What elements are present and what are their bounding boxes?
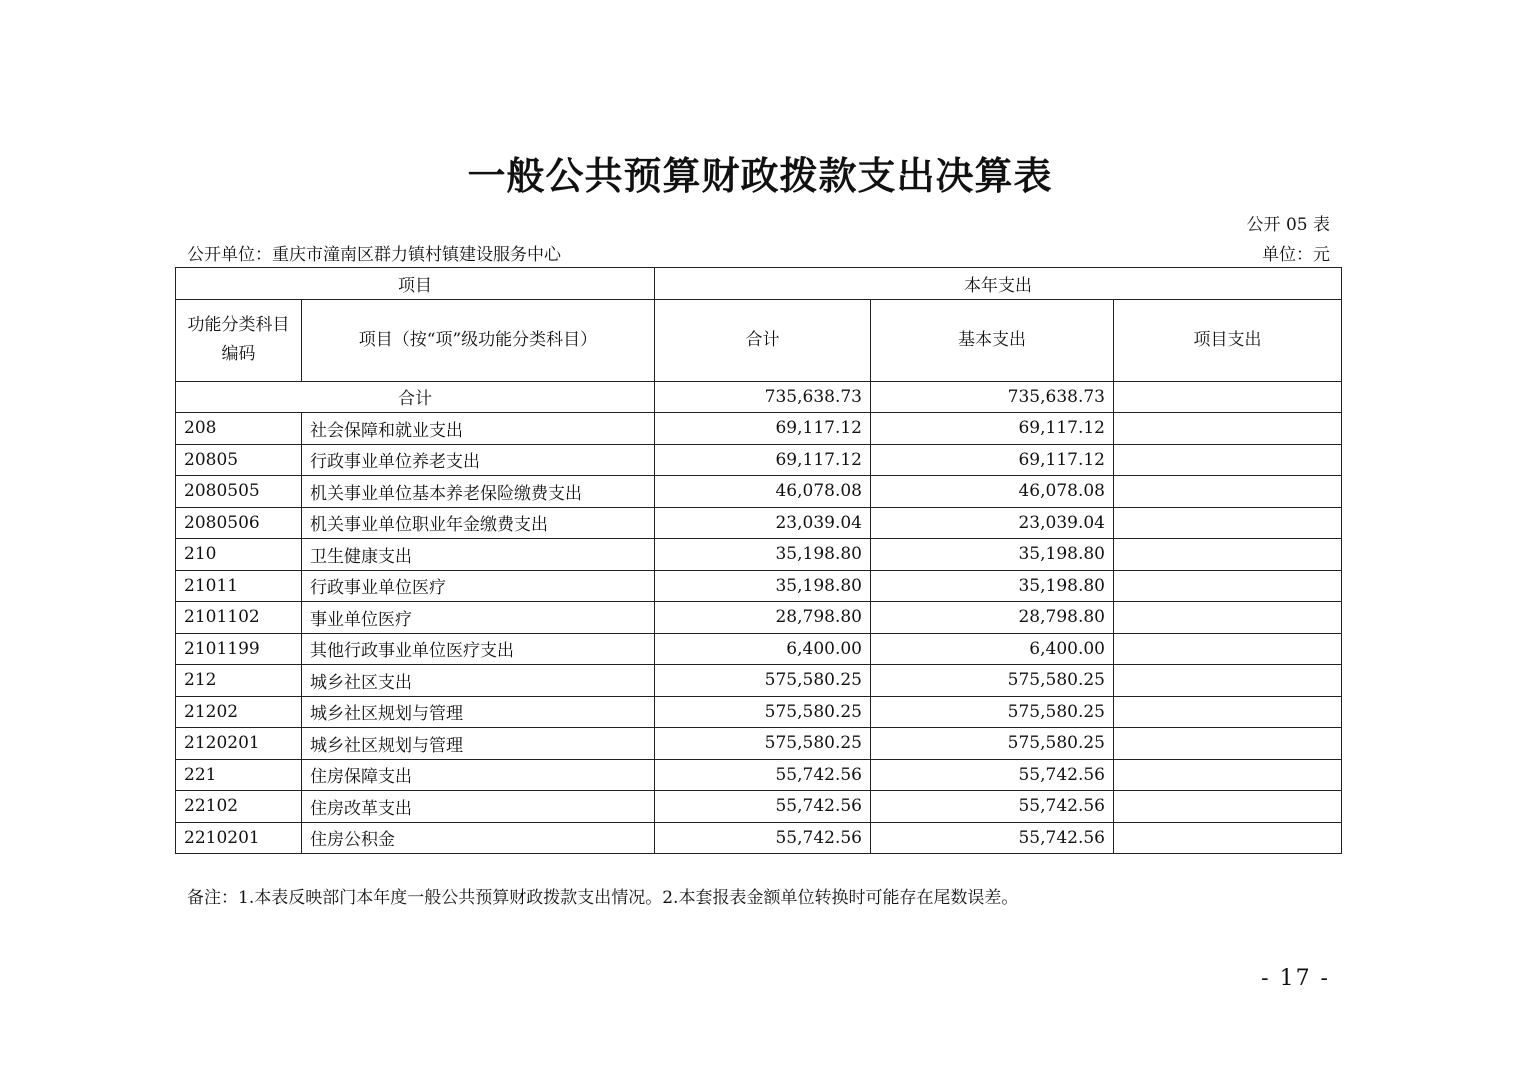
col-code-header: 功能分类科目编码	[176, 299, 302, 381]
row-name: 社会保障和就业支出	[302, 413, 655, 445]
row-project	[1114, 507, 1342, 539]
page-number: - 17 -	[1261, 966, 1330, 991]
row-code: 2210201	[176, 822, 302, 854]
table-row	[176, 539, 1342, 571]
form-code: 公开 05 表	[1246, 215, 1330, 235]
col-project-header: 项目支出	[1114, 299, 1342, 381]
table-row	[176, 413, 1342, 445]
row-basic: 23,039.04	[871, 507, 1114, 539]
row-total: 28,798.80	[655, 602, 871, 634]
row-total: 575,580.25	[655, 665, 871, 697]
row-total: 69,117.12	[655, 444, 871, 476]
table-row	[176, 665, 1342, 697]
row-code: 22102	[176, 791, 302, 823]
row-name: 行政事业单位医疗	[302, 570, 655, 602]
row-basic: 46,078.08	[871, 476, 1114, 508]
table-row	[176, 759, 1342, 791]
total-label: 合计	[176, 381, 655, 413]
row-total: 55,742.56	[655, 822, 871, 854]
row-code: 20805	[176, 444, 302, 476]
row-project	[1114, 570, 1342, 602]
row-total: 46,078.08	[655, 476, 871, 508]
row-code: 212	[176, 665, 302, 697]
row-total: 35,198.80	[655, 539, 871, 571]
row-code: 2101199	[176, 633, 302, 665]
row-name: 城乡社区支出	[302, 665, 655, 697]
row-code: 221	[176, 759, 302, 791]
table-row	[176, 476, 1342, 508]
row-name: 行政事业单位养老支出	[302, 444, 655, 476]
table-row	[176, 822, 1342, 854]
row-code: 21202	[176, 696, 302, 728]
unit-currency: 单位：元	[1262, 245, 1330, 265]
page-title: 一般公共预算财政拨款支出决算表	[467, 153, 1053, 198]
row-basic: 35,198.80	[871, 539, 1114, 571]
row-project	[1114, 665, 1342, 697]
row-total: 23,039.04	[655, 507, 871, 539]
row-basic: 575,580.25	[871, 728, 1114, 760]
unit-name: 公开单位：重庆市潼南区群力镇村镇建设服务中心	[187, 245, 561, 265]
col-name-header: 项目（按“项”级功能分类科目）	[302, 299, 655, 381]
row-code: 2080506	[176, 507, 302, 539]
row-basic: 69,117.12	[871, 444, 1114, 476]
row-total: 6,400.00	[655, 633, 871, 665]
header-project: 项目	[176, 268, 655, 300]
table-row	[176, 602, 1342, 634]
total-basic: 735,638.73	[871, 381, 1114, 413]
col-basic-header: 基本支出	[871, 299, 1114, 381]
table-row	[176, 633, 1342, 665]
row-project	[1114, 696, 1342, 728]
row-code: 2080505	[176, 476, 302, 508]
row-project	[1114, 822, 1342, 854]
row-name: 卫生健康支出	[302, 539, 655, 571]
row-project	[1114, 602, 1342, 634]
row-code: 210	[176, 539, 302, 571]
header-current-year: 本年支出	[655, 268, 1342, 300]
table-row	[176, 507, 1342, 539]
row-basic: 55,742.56	[871, 822, 1114, 854]
row-name: 机关事业单位职业年金缴费支出	[302, 507, 655, 539]
total-row	[176, 381, 1342, 413]
row-basic: 55,742.56	[871, 791, 1114, 823]
row-basic: 575,580.25	[871, 696, 1114, 728]
row-project	[1114, 633, 1342, 665]
footnote: 备注：1.本表反映部门本年度一般公共预算财政拨款支出情况。2.本套报表金额单位转换时可能存在尾数误差。	[187, 888, 1019, 908]
row-basic: 69,117.12	[871, 413, 1114, 445]
row-total: 575,580.25	[655, 728, 871, 760]
row-name: 住房改革支出	[302, 791, 655, 823]
row-name: 机关事业单位基本养老保险缴费支出	[302, 476, 655, 508]
header-row-1	[176, 268, 1342, 300]
row-total: 35,198.80	[655, 570, 871, 602]
row-code: 2101102	[176, 602, 302, 634]
row-project	[1114, 476, 1342, 508]
col-total-header: 合计	[655, 299, 871, 381]
row-name: 住房公积金	[302, 822, 655, 854]
table-row	[176, 696, 1342, 728]
total-sum: 735,638.73	[655, 381, 871, 413]
row-name: 其他行政事业单位医疗支出	[302, 633, 655, 665]
row-project	[1114, 728, 1342, 760]
table-row	[176, 444, 1342, 476]
row-total: 55,742.56	[655, 759, 871, 791]
row-project	[1114, 759, 1342, 791]
row-project	[1114, 444, 1342, 476]
table-row	[176, 791, 1342, 823]
row-total: 69,117.12	[655, 413, 871, 445]
row-total: 575,580.25	[655, 696, 871, 728]
row-name: 城乡社区规划与管理	[302, 728, 655, 760]
row-code: 21011	[176, 570, 302, 602]
row-name: 住房保障支出	[302, 759, 655, 791]
table-row	[176, 570, 1342, 602]
row-project	[1114, 791, 1342, 823]
total-project	[1114, 381, 1342, 413]
table-row	[176, 728, 1342, 760]
row-name: 事业单位医疗	[302, 602, 655, 634]
row-basic: 28,798.80	[871, 602, 1114, 634]
row-project	[1114, 413, 1342, 445]
row-code: 2120201	[176, 728, 302, 760]
unit-row	[187, 240, 1330, 265]
row-project	[1114, 539, 1342, 571]
row-basic: 35,198.80	[871, 570, 1114, 602]
row-code: 208	[176, 413, 302, 445]
row-name: 城乡社区规划与管理	[302, 696, 655, 728]
row-basic: 55,742.56	[871, 759, 1114, 791]
header-row-2	[176, 299, 1342, 381]
row-basic: 6,400.00	[871, 633, 1114, 665]
row-total: 55,742.56	[655, 791, 871, 823]
row-basic: 575,580.25	[871, 665, 1114, 697]
expenditure-table	[175, 267, 1342, 854]
